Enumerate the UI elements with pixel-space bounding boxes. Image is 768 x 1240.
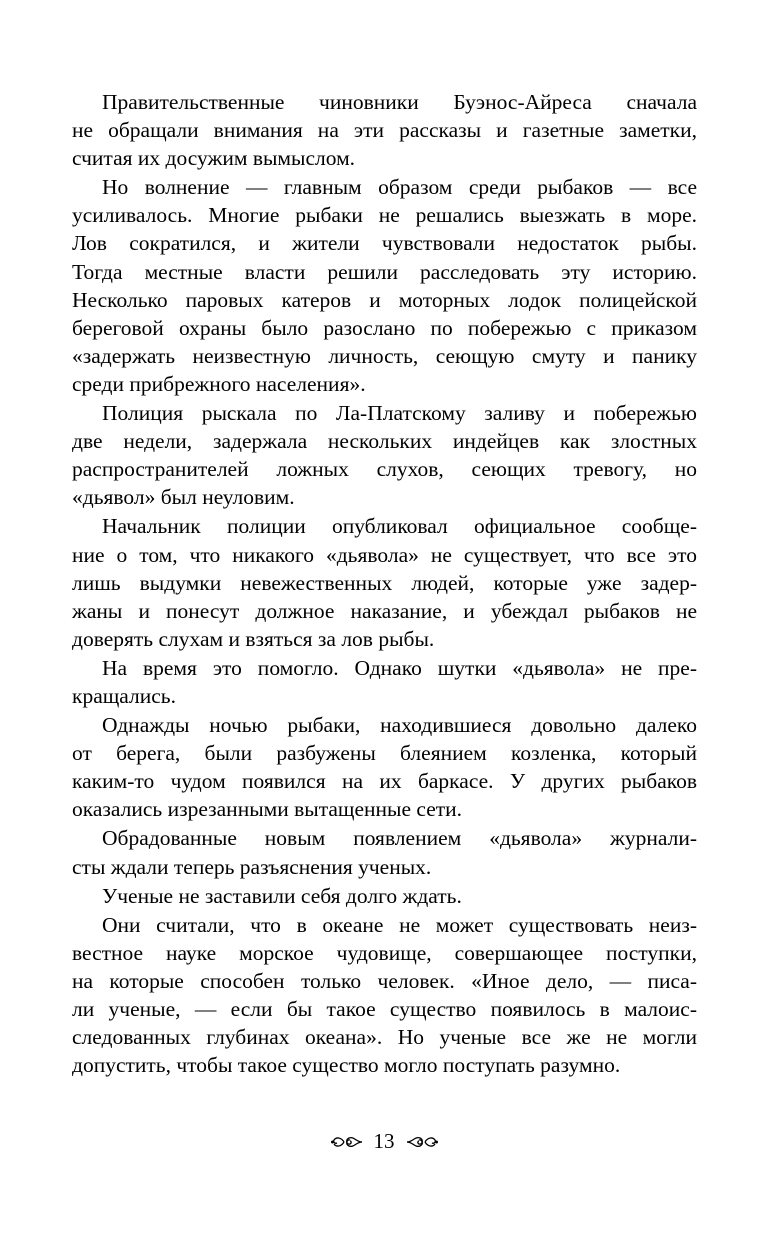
text-line: Тогда местные власти решили расследовать эту историю. [72,259,697,284]
text-line: Однажды ночью рыбаки, находившиеся довольно далеко [102,713,697,738]
text-line: Обрадованные новым появлением «дьявола» журнали- [102,826,697,851]
text-line: распространителей ложных слухов, сеющих тревогу, но [72,457,697,482]
text-line: доверять слухам и взяться за лов рыбы. [72,626,435,651]
text-line: усиливалось. Многие рыбаки не решались выезжать в море. [72,203,697,228]
text-line: Они считали, что в океане не может существовать неиз- [102,912,697,937]
text-line: береговой охраны было разослано по побережью с приказом [72,315,697,340]
left-ornament-icon [330,1131,364,1153]
text-line: лишь выдумки невежественных людей, которые уже задер- [72,570,697,595]
text-line: «задержать неизвестную личность, сеющую смуту и панику [72,343,697,368]
paragraph [72,512,697,652]
text-line: Полиция рыскала по Ла-Платскому заливу и побережью [102,401,697,426]
text-line: Начальник полиции опубликовал официальное сообще- [102,514,697,539]
text-line: ли ученые, — если бы такое существо появилось в малоис- [72,997,697,1021]
right-ornament-icon [405,1131,439,1153]
text-line: каким-то чудом появился на их баркасе. У других рыбаков [72,769,697,794]
text-line: две недели, задержала нескольких индейцев как злостных [72,429,697,454]
text-line: На время это помогло. Однако шутки «дьявола» не пре- [102,655,697,680]
page-body [72,88,697,1080]
paragraph [72,711,697,823]
text-line: от берега, были разбужены блеянием козленка, который [72,741,697,766]
paragraph [72,882,697,910]
text-line: вестное науке морское чудовище, совершающее поступки, [72,940,697,965]
text-line: сты ждали теперь разъяснения ученых. [72,854,432,879]
text-line: на которые способен только человек. «Иное дело, — писа- [72,968,697,993]
text-line: Ученые не заставили себя долго ждать. [102,883,462,908]
text-line: следованных глубинах океана». Но ученые все же не могли [72,1025,697,1050]
text-line: Но волнение — главным образом среди рыбаков — все [102,175,697,200]
paragraph [72,88,697,172]
paragraph [72,654,697,710]
text-line: Правительственные чиновники Буэнос-Айреса сначала [102,90,697,114]
paragraph [72,911,697,1080]
paragraph [72,173,697,398]
text-line: считая их досужим вымыслом. [72,146,356,171]
text-line: «дьявол» был неуловим. [72,485,295,510]
page-number: 13 [373,1129,395,1153]
paragraph [72,824,697,880]
page-footer [0,1129,768,1154]
text-line: оказались изрезанными вытащенные сети. [72,797,463,822]
text-line: Лов сократился, и жители чувствовали недостаток рыбы. [72,231,697,256]
text-line: допустить, чтобы такое существо могло поступать разумно. [72,1053,621,1078]
paragraph [72,399,697,511]
text-line: жаны и понесут должное наказание, и убеждал рыбаков не [72,598,697,623]
text-line: не обращали внимания на эти рассказы и газетные заметки, [72,118,697,143]
text-line: среди прибрежного населения». [72,371,366,396]
text-line: Несколько паровых катеров и моторных лодок полицейской [72,287,697,312]
text-line: кращались. [72,683,176,708]
text-line: ние о том, что никакого «дьявола» не существует, что все это [72,542,697,567]
